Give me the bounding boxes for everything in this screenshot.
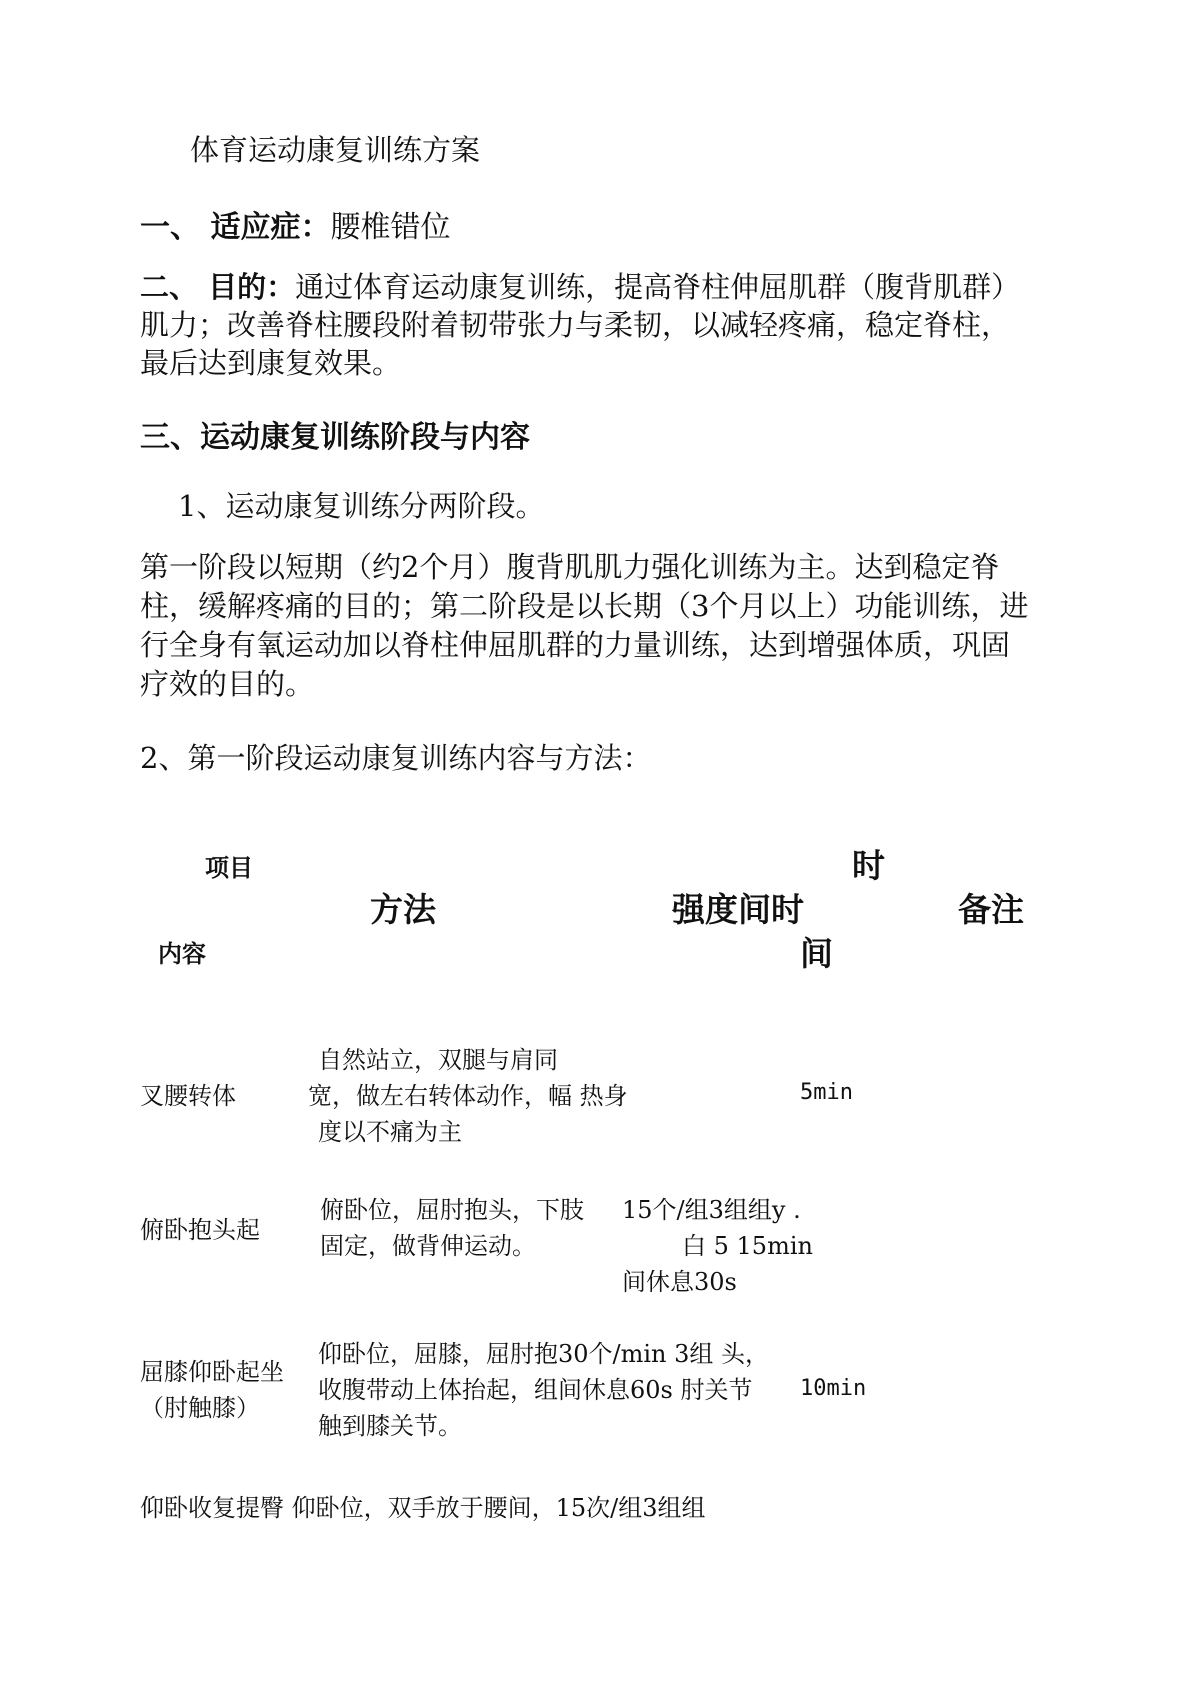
row1-method-line1: 自然站立，双腿与肩同 [318,1046,558,1074]
header-time-bottom: 间 [800,934,833,973]
header-method: 方法 [370,890,436,929]
row4-text: 仰卧收复提臀 仰卧位，双手放于腰间，15次/组3组组 [140,1494,706,1522]
section-purpose-line2: 肌力；改善脊柱腰段附着韧带张力与柔韧，以减轻疼痛，稳定脊柱， [140,308,1011,342]
row3-name-line2: （肘触膝） [140,1394,260,1422]
section-indications [140,202,450,246]
row1-time: 5min [800,1080,853,1105]
section-purpose-line1: 通过体育运动康复训练，提高脊柱伸屈肌群（腹背肌群） [295,270,1021,304]
row3-method-line3: 触到膝关节。 [318,1412,462,1440]
row3-method-line1: 仰卧位，屈膝，屈肘抱30个/min 3组 头， [318,1340,770,1368]
stage-paragraph-line3: 行全身有氧运动加以脊柱伸屈肌群的力量训练，达到增强体质，巩固 [140,628,1011,662]
stage-paragraph-line4: 疗效的目的。 [140,667,315,701]
header-content: 内容 [158,940,206,968]
section-purpose-line3: 最后达到康复效果。 [140,346,402,380]
row2-intensity-line3: 间休息30s [622,1268,737,1296]
header-note: 备注 [958,890,1024,929]
stage-paragraph-line1: 第一阶段以短期（约2个月）腹背肌肌力强化训练为主。达到稳定脊 [140,550,1000,584]
section-indications-text: 腰椎错位 [330,210,451,245]
row2-method-line1: 俯卧位，屈肘抱头，下肢 [320,1196,584,1224]
header-item: 项目 [205,854,253,882]
row2-name: 俯卧抱头起 [140,1216,260,1244]
document-title: 体育运动康复训练方案 [190,133,481,167]
stage-paragraph-line2: 柱，缓解疼痛的目的；第二阶段是以长期（3个月以上）功能训练，进 [140,589,1029,623]
row1-method-line3: 度以不痛为主 [318,1118,462,1146]
row2-intensity-line1: 15个/组3组组y . [622,1196,801,1224]
section-purpose-heading: 二、 目的： [140,270,296,304]
row3-name-line1: 屈膝仰卧起坐 [140,1358,284,1386]
row2-intensity-line2: 白 5 15min [682,1232,813,1260]
section-stages-heading [140,412,530,456]
item-1: 1、运动康复训练分两阶段。 [178,489,545,523]
item-2: 2、第一阶段运动康复训练内容与方法： [140,741,652,775]
section-indications-heading: 一、 适应症： [140,210,331,245]
row3-time: 10min [800,1376,867,1401]
row1-name: 叉腰转体 [140,1082,236,1110]
row1-method-line2: 宽，做左右转体动作，幅 热身 [308,1082,628,1110]
section-stages-heading-text: 三、运动康复训练阶段与内容 [140,420,530,455]
section-purpose [140,268,1070,382]
row3-method-line2: 收腹带动上体抬起，组间休息60s 肘关节 [318,1376,753,1404]
header-intensity: 强度间时 [672,890,804,929]
stage-paragraph [140,548,1070,704]
row2-method-line2: 固定，做背伸运动。 [320,1232,536,1260]
header-time-top: 时 [852,846,885,885]
